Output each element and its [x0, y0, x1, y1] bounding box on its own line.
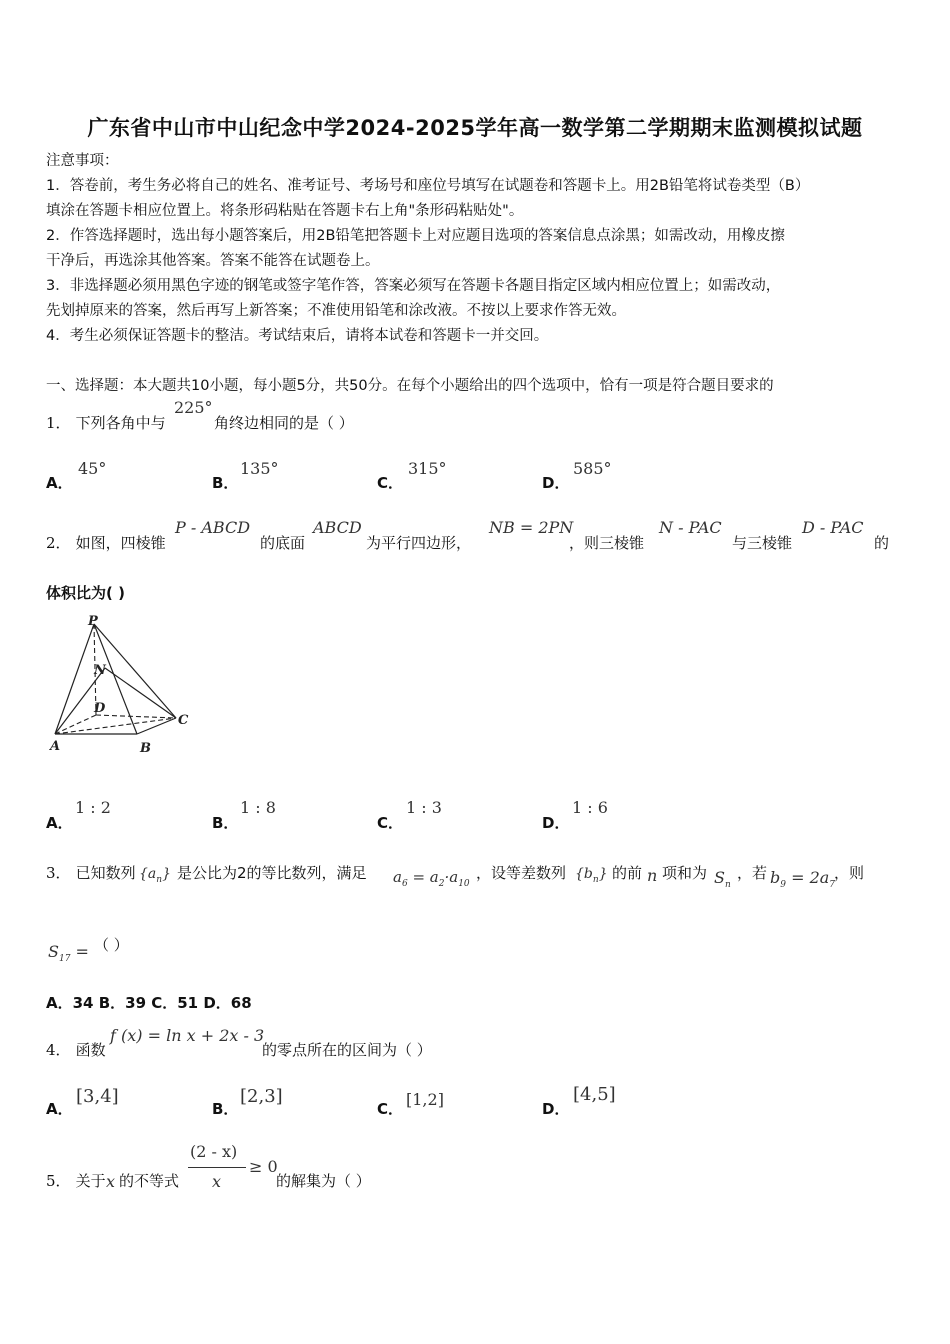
question-5	[46, 1170, 106, 1191]
question-text: ，若	[737, 864, 768, 882]
fraction-bar	[188, 1167, 246, 1168]
option-d-label[interactable]: D．	[542, 474, 570, 492]
option-d-label[interactable]: D．	[542, 1100, 570, 1118]
question-text: 的前	[612, 864, 643, 882]
option-a-value: 45°	[78, 459, 107, 478]
question-number: 4．	[46, 1041, 71, 1059]
question-text: 如图，四棱锥	[75, 534, 166, 552]
pyramid-figure	[40, 612, 210, 762]
math-angle: 225°	[174, 398, 213, 417]
notice-line: 填涂在答题卡相应位置上。将条形码粘贴在答题卡右上角"条形码粘贴处"。	[46, 203, 524, 219]
math-function: f (x) = ln x + 2x - 3	[110, 1026, 265, 1045]
question-number: 5．	[46, 1172, 71, 1190]
option-c-label[interactable]: C．	[377, 1100, 404, 1118]
page-title: 广东省中山市中山纪念中学2024-2025学年高一数学第二学期期末监测模拟试题	[87, 116, 863, 140]
notice-line: 4．考生必须保证答题卡的整洁。考试结束后，请将本试卷和答题卡一并交回。	[46, 328, 549, 344]
notice-line: 2．作答选择题时，选出每小题答案后，用2B铅笔把答题卡上对应题目选项的答案信息点涂黑；如需改动，用橡皮擦	[46, 228, 785, 244]
option-c-label[interactable]: C．	[377, 474, 404, 492]
edge-pa	[55, 624, 94, 734]
option-b-label[interactable]: B．	[212, 814, 239, 832]
math-numerator: (2 - x)	[190, 1142, 238, 1161]
question-text: 函数	[75, 1041, 106, 1059]
notice-heading: 注意事项：	[46, 153, 119, 169]
question-1	[46, 412, 166, 433]
math-sn: $S_n$	[714, 868, 731, 891]
label-p: P	[88, 614, 98, 629]
option-c-value: 1 : 3	[406, 798, 442, 817]
math-base: ABCD	[313, 518, 362, 537]
question-text: 关于	[75, 1172, 106, 1190]
math-denominator: x	[212, 1172, 222, 1191]
math-ratio: NB = 2PN	[489, 518, 574, 537]
math-relation: ≥ 0	[249, 1157, 278, 1176]
question-number: 2．	[46, 534, 71, 552]
edge-bc	[137, 718, 176, 734]
math-seq-a: $\{a_n\}$	[139, 866, 171, 885]
question-text: 为平行四边形，	[366, 534, 472, 552]
question-4	[46, 1039, 106, 1060]
math-pyramid: P - ABCD	[175, 518, 251, 537]
question-number: 3．	[46, 864, 71, 882]
answer-blank: （ ）	[94, 936, 129, 954]
edge-pb	[94, 624, 137, 734]
option-d-label[interactable]: D．	[542, 814, 570, 832]
math-s17: $S_{17}$ =	[48, 942, 89, 965]
question-3	[46, 862, 136, 883]
option-a-value: [3,4]	[76, 1086, 119, 1107]
edge-dc	[96, 715, 176, 718]
option-b-value: [2,3]	[240, 1086, 283, 1107]
option-a-value: 1 : 2	[75, 798, 111, 817]
math-tetra-d: D - PAC	[802, 518, 864, 537]
option-c-label[interactable]: C．	[377, 814, 404, 832]
option-a-label[interactable]: A．	[46, 814, 73, 832]
option-c-value: [1,2]	[406, 1090, 444, 1109]
question-text: ，则三棱锥	[569, 534, 645, 552]
question-text: ，设等差数列	[476, 864, 567, 882]
question-text: 的不等式	[119, 1172, 180, 1190]
question-text: 的	[874, 534, 890, 552]
question-text: 与三棱锥	[732, 534, 793, 552]
label-d: D	[94, 701, 106, 716]
label-b: B	[140, 741, 151, 756]
question-text: 是公比为2的等比数列，满足	[177, 864, 367, 882]
math-seq-b: $\{b_n\}$	[575, 866, 608, 885]
section-heading: 一、选择题：本大题共10小题，每小题5分，共50分。在每个小题给出的四个选项中，恰有一项是符合题目要求的	[46, 378, 774, 394]
label-c: C	[178, 713, 189, 728]
math-eq1: $a_6 = a_2\cdot a_{10}$	[393, 868, 470, 889]
question-number: 1．	[46, 414, 71, 432]
label-n: N	[94, 663, 106, 678]
math-tetra-n: N - PAC	[659, 518, 722, 537]
option-b-value: 1 : 8	[240, 798, 276, 817]
math-n: n	[647, 866, 658, 885]
options-line[interactable]: A．34 B．39 C．51 D．68	[46, 994, 252, 1012]
option-b-label[interactable]: B．	[212, 1100, 239, 1118]
notice-line: 1．答卷前，考生务必将自己的姓名、准考证号、考场号和座位号填写在试题卷和答题卡上。用2B铅笔将试卷类型（B）	[46, 178, 810, 194]
option-d-value: [4,5]	[573, 1084, 616, 1105]
notice-line: 先划掉原来的答案，然后再写上新答案；不准使用铅笔和涂改液。不按以上要求作答无效。	[46, 303, 626, 319]
question-text: 下列各角中与	[75, 414, 166, 432]
question-2	[46, 532, 166, 553]
question-text: 的解集为（ ）	[276, 1172, 371, 1190]
option-c-value: 315°	[408, 459, 447, 478]
option-d-value: 585°	[573, 459, 612, 478]
question-text: 已知数列	[75, 864, 136, 882]
notice-line: 干净后，再选涂其他答案。答案不能答在试题卷上。	[46, 253, 380, 269]
notice-line: 3．非选择题必须用黑色字迹的钢笔或签字笔作答，答案必须写在答题卡各题目指定区域内相应位置上；如需改动，	[46, 278, 781, 294]
option-a-label[interactable]: A．	[46, 1100, 73, 1118]
option-a-label[interactable]: A．	[46, 474, 73, 492]
question-text: 项和为	[662, 864, 708, 882]
option-d-value: 1 : 6	[572, 798, 608, 817]
question-text: 的零点所在的区间为（ ）	[262, 1041, 432, 1059]
math-eq2: $b_9 = 2a_7$	[770, 868, 836, 891]
label-a: A	[50, 739, 61, 754]
question-text: 角终边相同的是（ ）	[214, 414, 354, 432]
question-text: 的底面	[260, 534, 306, 552]
edge-nc	[105, 668, 176, 718]
question-text: ，则	[834, 864, 865, 882]
question-text: 体积比为( )	[46, 584, 125, 602]
option-b-label[interactable]: B．	[212, 474, 239, 492]
math-x: x	[106, 1172, 116, 1191]
edge-pc	[94, 624, 176, 718]
option-b-value: 135°	[240, 459, 279, 478]
